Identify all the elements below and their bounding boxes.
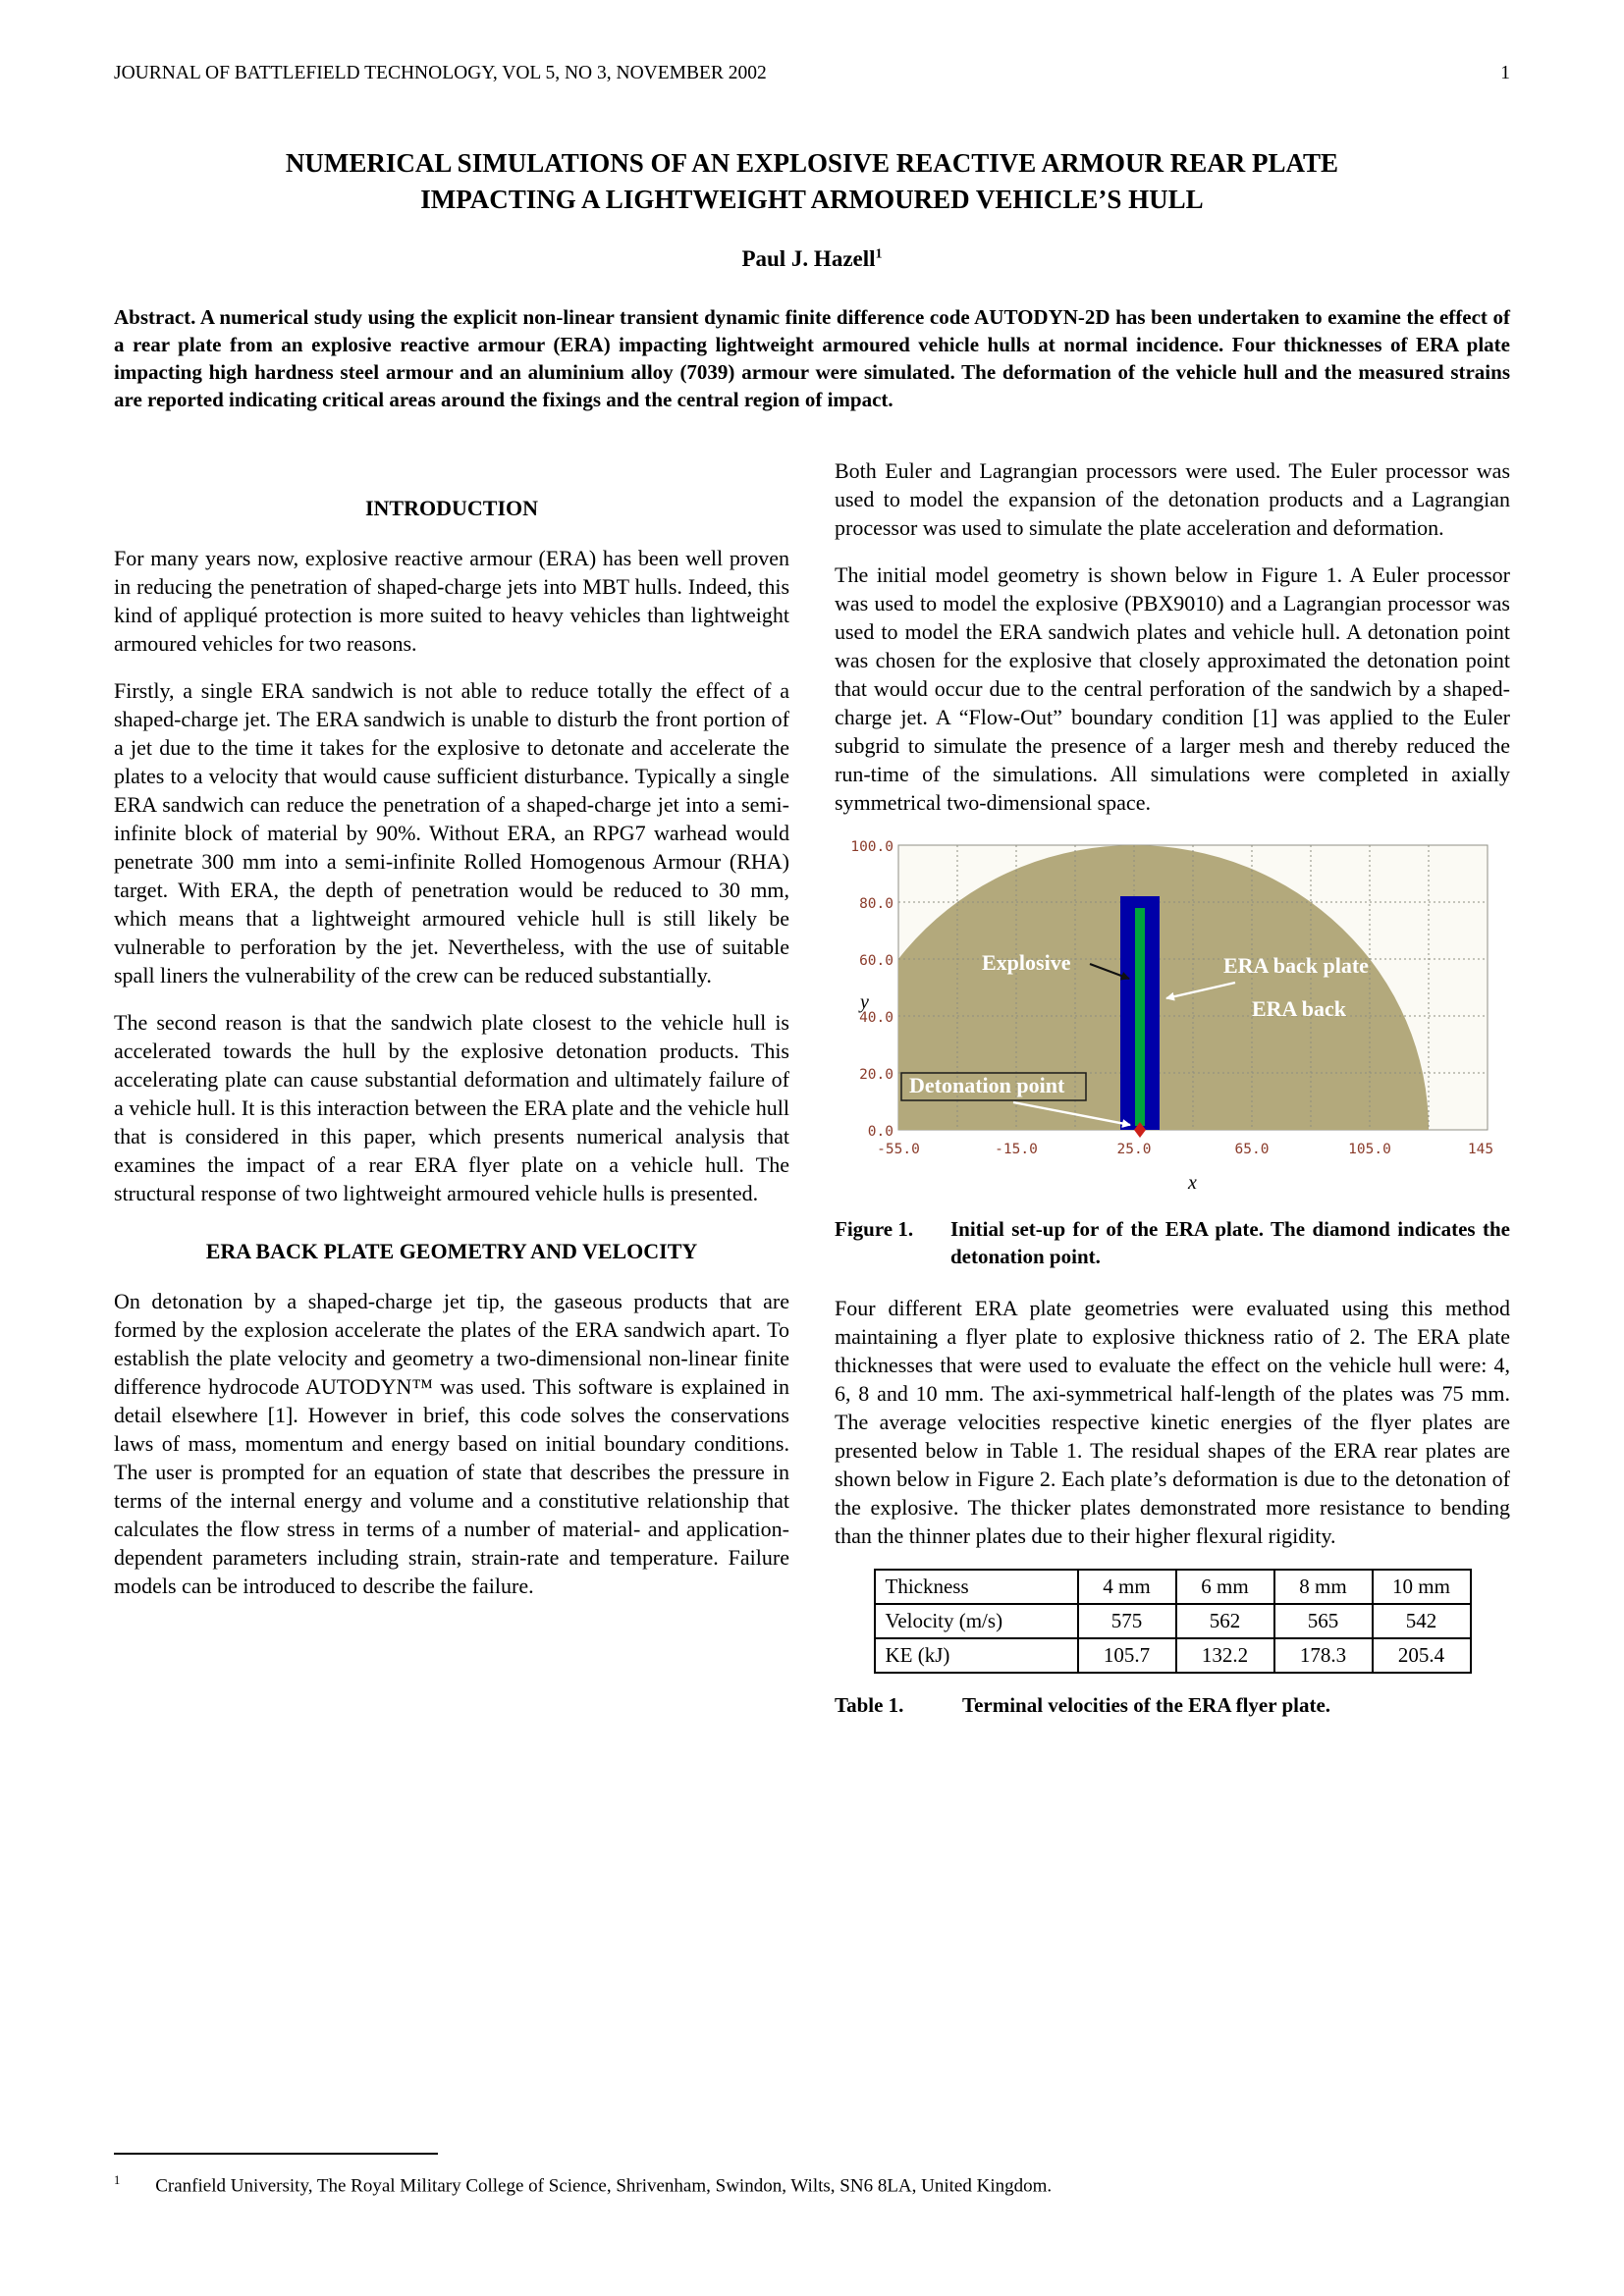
section-heading-era-geometry: ERA BACK PLATE GEOMETRY AND VELOCITY bbox=[205, 1238, 698, 1263]
footnote-marker: 1 bbox=[114, 2172, 121, 2187]
x-tick-m15: -15.0 bbox=[995, 1141, 1038, 1157]
paragraph-intro-1: For many years now, explosive reactive armour (ERA) has been well proven in reducing the penetration of shaped-charge jets into MBT hulls. Indeed, this kind of appliqué protection is more suited to heavy vehicles than lightweight armoured vehicles for two reasons. bbox=[114, 545, 789, 656]
table1-cell: 132.2 bbox=[1176, 1638, 1274, 1673]
x-tick-105: 105.0 bbox=[1348, 1141, 1391, 1157]
x-tick-m55: -55.0 bbox=[877, 1141, 920, 1157]
author-line bbox=[114, 246, 1510, 272]
table1-cell: 178.3 bbox=[1274, 1638, 1373, 1673]
table1-header-8mm: 8 mm bbox=[1274, 1570, 1373, 1604]
table1-cell: KE (kJ) bbox=[875, 1638, 1078, 1673]
page-number: 1 bbox=[1500, 63, 1510, 83]
y-tick-0: 0.0 bbox=[867, 1123, 893, 1140]
paragraph-model-2: The initial model geometry is shown below in Figure 1. A Euler processor was used to model the explosive (PBX9010) and a Lagrangian processor was used to model the ERA sandwich plates and vehicle hull. A detonation point was chosen for the explosive that closely approximated the detonation point that would occur due to the central perforation of the sandwich by a shaped-charge jet. A “Flow-Out” boundary condition [1] was applied to the Euler subgrid to simulate the presence of a larger mesh and thereby reduced the run-time of the simulations. All simulations were completed in axially symmetrical two-dimensional space. bbox=[835, 561, 1510, 815]
left-column bbox=[114, 456, 789, 1719]
table1-caption-text: Terminal velocities of the ERA flyer plate. bbox=[962, 1692, 1331, 1717]
abstract: Abstract. A numerical study using the explicit non-linear transient dynamic finite difference code AUTODYN-2D has been undertaken to examine the effect of a rear plate from an explosive reactive armour (ERA) impacting lightweight armoured vehicle hulls at normal incidence. Four thicknesses of ERA plate impacting high hardness steel armour and an aluminium alloy (7039) armour were simulated. The deformation of the vehicle hull and the measured strains are reported indicating critical areas around the fixings and the central region of impact. bbox=[114, 304, 1510, 411]
table1-row-ke bbox=[875, 1638, 1471, 1673]
y-tick-80: 80.0 bbox=[859, 895, 893, 912]
footnote-line bbox=[114, 2168, 1510, 2198]
footnote-rule bbox=[114, 2153, 438, 2155]
y-tick-60: 60.0 bbox=[859, 952, 893, 969]
table1-cell: 205.4 bbox=[1373, 1638, 1471, 1673]
table1-header-row bbox=[875, 1570, 1471, 1604]
table1-cell: Velocity (m/s) bbox=[875, 1604, 1078, 1638]
table1-cell: 575 bbox=[1078, 1604, 1176, 1638]
annotation-explosive: Explosive bbox=[982, 949, 1071, 975]
explosive-layer bbox=[1135, 908, 1145, 1126]
article-title-line2: IMPACTING A LIGHTWEIGHT ARMOURED VEHICLE’S HULL bbox=[420, 185, 1204, 215]
paragraph-intro-2: Firstly, a single ERA sandwich is not able to reduce totally the effect of a shaped-charge jet. The ERA sandwich is unable to disturb the front portion of a jet due to the time it takes for the explosive to detonate and accelerate the plates to a velocity that would cause sufficient disturbance. Typically a single ERA sandwich can reduce the penetration of a shaped-charge jet into a semi-infinite block of material by 90%. Without ERA, an RPG7 warhead would penetrate 300 mm into a semi-infinite Rolled Homogenous Armour (RHA) target. With ERA, the depth of penetration would be reduced to 30 mm, which means that a lightweight armoured vehicle hull is still likely be vulnerable to perforation by the jet. Nevertheless, with the use of suitable spall liners the vulnerability of the crew can be reduced substantially. bbox=[114, 677, 789, 988]
figure1-plot bbox=[844, 835, 1492, 1201]
figure1 bbox=[844, 835, 1510, 1207]
annotation-era-back: ERA back bbox=[1252, 995, 1346, 1021]
annotation-detonation-point: Detonation point bbox=[909, 1072, 1065, 1097]
y-tick-40: 40.0 bbox=[859, 1009, 893, 1026]
running-header bbox=[114, 63, 1510, 84]
y-tick-100: 100.0 bbox=[850, 838, 893, 855]
table1-header-thickness: Thickness bbox=[875, 1570, 1078, 1604]
table1-cell: 542 bbox=[1373, 1604, 1471, 1638]
table1 bbox=[874, 1569, 1472, 1674]
table1-caption bbox=[835, 1691, 1510, 1719]
footnote bbox=[114, 2153, 1510, 2198]
x-tick-25: 25.0 bbox=[1116, 1141, 1152, 1157]
table1-header-10mm: 10 mm bbox=[1373, 1570, 1471, 1604]
figure1-caption-label: Figure 1. bbox=[835, 1216, 914, 1241]
right-column bbox=[835, 456, 1510, 1719]
annotation-era-back-plate: ERA back plate bbox=[1223, 952, 1369, 978]
x-tick-145: 145 bbox=[1467, 1141, 1492, 1157]
x-axis-label: x bbox=[1188, 1171, 1197, 1194]
table1-cell: 565 bbox=[1274, 1604, 1373, 1638]
paragraph-era-geometry-1: On detonation by a shaped-charge jet tip, the gaseous products that are formed by the explosion accelerate the plates of the ERA sandwich apart. To establish the plate velocity and geometry a two-dimensional non-linear finite difference hydrocode AUTODYN™ was used. This software is explained in detail elsewhere [1]. However in brief, this code solves the conservations laws of mass, momentum and energy based on initial boundary conditions. The user is prompted for an equation of state that describes the pressure in terms of the internal energy and volume and a constitutive relationship that calculates the flow stress in terms of a number of material- and application-dependent parameters including strain, strain-rate and temperature. Failure models can be introduced to describe the failure. bbox=[114, 1288, 789, 1598]
x-tick-65: 65.0 bbox=[1234, 1141, 1270, 1157]
two-column-body bbox=[114, 456, 1510, 1719]
article-title-line1: NUMERICAL SIMULATIONS OF AN EXPLOSIVE REACTIVE ARMOUR REAR PLATE bbox=[285, 148, 1339, 178]
section-heading-introduction: INTRODUCTION bbox=[364, 495, 539, 520]
table1-header-4mm: 4 mm bbox=[1078, 1570, 1176, 1604]
figure1-caption-text: Initial set-up for of the ERA plate. The diamond indicates the detonation point. bbox=[950, 1216, 1510, 1268]
table1-header-6mm: 6 mm bbox=[1176, 1570, 1274, 1604]
table1-caption-label: Table 1. bbox=[835, 1692, 904, 1717]
y-tick-20: 20.0 bbox=[859, 1066, 893, 1083]
article-title bbox=[114, 145, 1510, 219]
table1-cell: 562 bbox=[1176, 1604, 1274, 1638]
paragraph-results-1: Four different ERA plate geometries were evaluated using this method maintaining a flyer plate to explosive thickness ratio of 2. The ERA plate thicknesses that were used to evaluate the effect on the vehicle hull were: 4, 6, 8 and 10 mm. The axi-symmetrical half-length of the plates was 75 mm. The average velocities respective kinetic energies of the flyer plates are presented below in Table 1. The residual shapes of the ERA rear plates are shown below in Figure 2. Each plate’s deformation is due to the detonation of the explosive. The thicker plates demonstrated more resistance to bending than the thinner plates due to their higher flexural rigidity. bbox=[835, 1295, 1510, 1548]
table1-cell: 105.7 bbox=[1078, 1638, 1176, 1673]
author-name: Paul J. Hazell bbox=[741, 245, 876, 271]
table1-row-velocity bbox=[875, 1604, 1471, 1638]
journal-header-text: JOURNAL OF BATTLEFIELD TECHNOLOGY, VOL 5, NO 3, NOVEMBER 2002 bbox=[114, 63, 767, 83]
footnote-text: Cranfield University, The Royal Military College of Science, Shrivenham, Swindon, Wilts, SN6 8LA, United Kingdom. bbox=[155, 2175, 1053, 2196]
figure1-caption bbox=[835, 1215, 1510, 1270]
paragraph-intro-3: The second reason is that the sandwich plate closest to the vehicle hull is accelerated towards the hull by the explosive detonation products. This accelerating plate can cause substantial deformation and ultimately failure of a vehicle hull. It is this interaction between the ERA plate and the vehicle hull that is considered in this paper, which presents numerical analysis that examines the impact of a rear ERA flyer plate on a vehicle hull. The structural response of two lightweight armoured vehicle hulls is presented. bbox=[114, 1009, 789, 1205]
y-axis-label: y bbox=[860, 990, 869, 1013]
paragraph-model-1: Both Euler and Lagrangian processors were used. The Euler processor was used to model the expansion of the detonation products and a Lagrangian processor was used to simulate the plate acceleration and deformation. bbox=[835, 457, 1510, 540]
author-footnote-marker: 1 bbox=[875, 245, 883, 261]
